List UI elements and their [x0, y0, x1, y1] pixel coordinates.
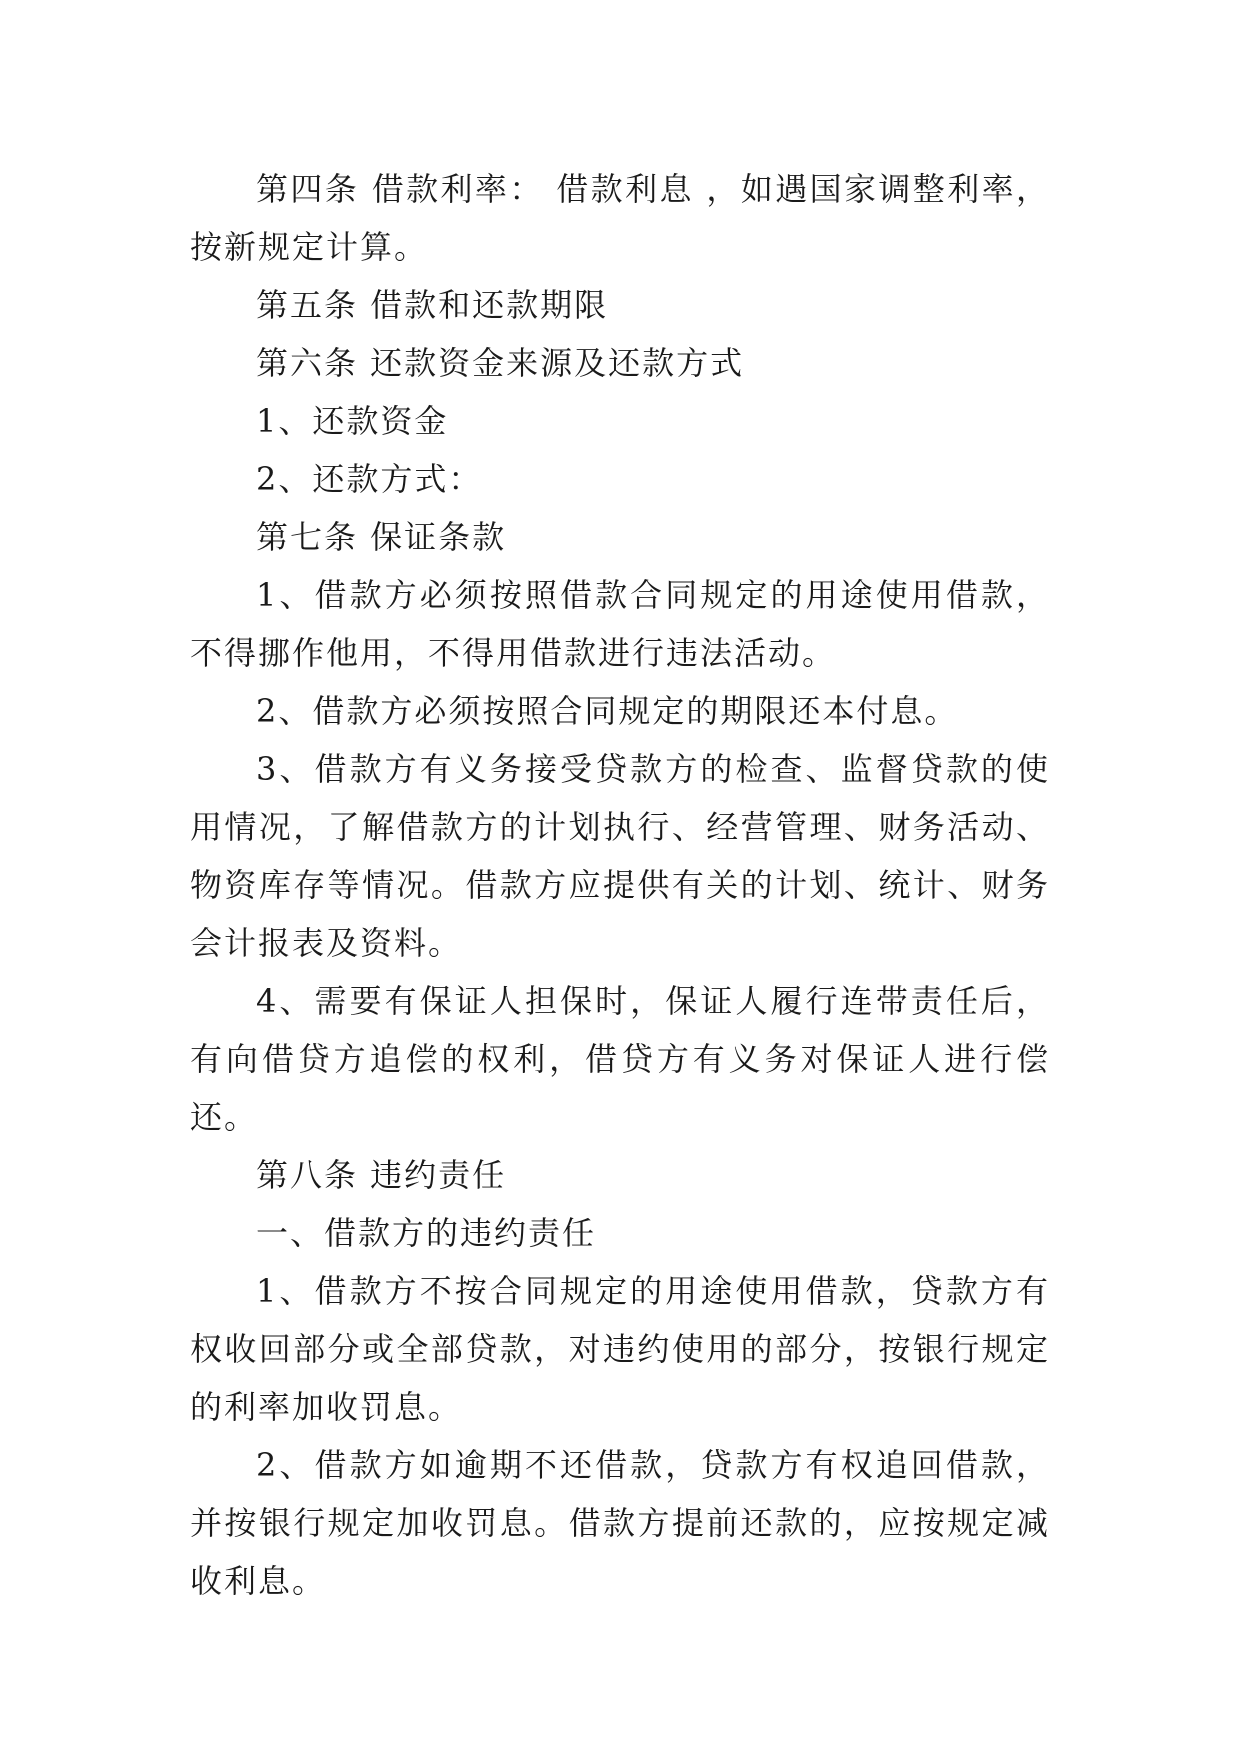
- guarantee-clause-1: 1、借款方必须按照借款合同规定的用途使用借款，不得挪作他用，不得用借款进行违法活动。: [190, 576, 1050, 672]
- guarantee-clause-3: 3、借款方有义务接受贷款方的检查、监督贷款的使用情况，了解借款方的计划执行、经营管理、财务活动、物资库存等情况。借款方应提供有关的计划、统计、财务会计报表及资料。: [190, 750, 1050, 962]
- document-body: [190, 160, 1050, 1610]
- guarantee-clause-2: 2、借款方必须按照合同规定的期限还本付息。: [256, 692, 959, 730]
- borrower-liability-heading: 一、借款方的违约责任: [256, 1214, 597, 1252]
- article-8-liability: 第八条 违约责任: [256, 1156, 507, 1194]
- article-6-repayment: 第六条 还款资金来源及还款方式: [256, 344, 745, 382]
- article-5-term: 第五条 借款和还款期限: [256, 286, 609, 324]
- guarantee-clause-4: 4、需要有保证人担保时，保证人履行连带责任后，有向借贷方追偿的权利，借贷方有义务对保证人进行偿还。: [190, 982, 1050, 1136]
- repayment-method-item: 2、还款方式：: [256, 460, 483, 498]
- article-4-interest-rate: 第四条 借款利率： 借款利息 ，如遇国家调整利率，按新规定计算。: [190, 170, 1050, 266]
- repayment-funds-item: 1、还款资金: [256, 402, 449, 440]
- liability-clause-2: 2、借款方如逾期不还借款，贷款方有权追回借款，并按银行规定加收罚息。借款方提前还款的，应按规定减收利息。: [190, 1446, 1050, 1600]
- liability-clause-1: 1、借款方不按合同规定的用途使用借款，贷款方有权收回部分或全部贷款，对违约使用的部分，按银行规定的利率加收罚息。: [190, 1272, 1050, 1426]
- article-7-guarantee: 第七条 保证条款: [256, 518, 507, 556]
